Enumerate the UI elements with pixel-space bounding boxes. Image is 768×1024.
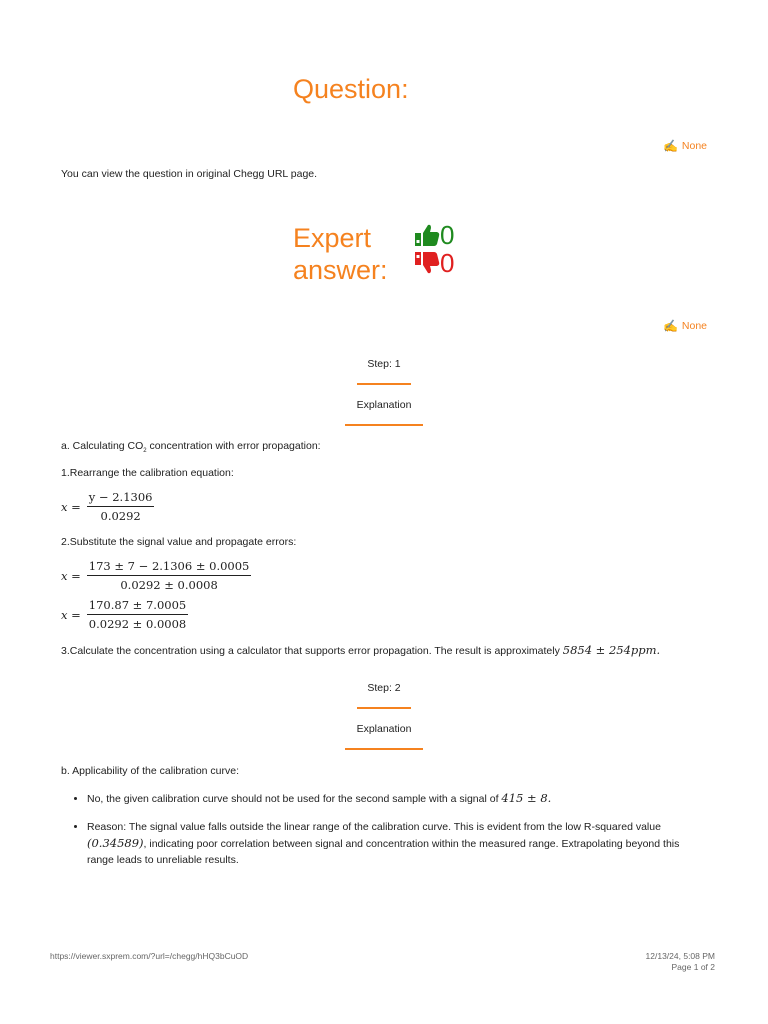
answer-edit-label[interactable]: None [681, 320, 707, 332]
expert-heading-line-1: Expert [293, 223, 372, 253]
equation-2-numerator: 173 ± 7 − 2.1306 ± 0.0005 [87, 559, 252, 576]
equation-3 [61, 598, 188, 631]
step-1-heading-pre: a. Calculating CO [61, 440, 144, 452]
equation-1 [61, 490, 154, 523]
upvote-count: 0 [440, 220, 455, 250]
step-2-divider [357, 707, 411, 709]
expert-answer-heading [293, 222, 388, 286]
equation-1-lhs: x = [61, 499, 81, 514]
step-2-explanation-tab[interactable]: Explanation [356, 723, 412, 735]
question-edit-label[interactable]: None [681, 140, 707, 152]
upvote[interactable] [414, 221, 454, 249]
equation-2-lhs: x = [61, 568, 81, 583]
question-edit-line[interactable] [663, 139, 707, 153]
step-2-heading: b. Applicability of the calibration curve: [61, 765, 240, 777]
step-1-heading-post: concentration with error propagation: [146, 440, 321, 452]
equation-2-denominator: 0.0292 ± 0.0008 [120, 578, 218, 592]
equation-3-denominator: 0.0292 ± 0.0008 [88, 617, 187, 631]
list-item [87, 819, 701, 868]
footer-url: https://viewer.sxprem.com/?url=/chegg/hHQ3bCuOD [50, 951, 249, 961]
question-heading: Question: [293, 74, 409, 104]
equation-3-numerator: 170.87 ± 7.0005 [87, 598, 188, 615]
downvote[interactable] [414, 249, 454, 277]
step-2-label: Step: 2 [367, 682, 401, 694]
step-1-substep-3-text: 3.Calculate the concentration using a calculator that supports error propagation. The result is approximately [61, 645, 563, 657]
step-1-substep-2: 2.Substitute the signal value and propagate errors: [61, 536, 297, 548]
thumbs-up-icon [414, 222, 440, 248]
writing-hand-icon: ✍ [662, 139, 678, 153]
step-1-label: Step: 1 [367, 358, 401, 370]
step-1-heading [61, 440, 321, 454]
downvote-count: 0 [440, 248, 455, 278]
step-1-tab-underline [345, 424, 423, 426]
bullet-1-math: 415 ± 8. [501, 791, 552, 805]
step-1-substep-3 [61, 643, 660, 657]
bullet-2-text-a: Reason: The signal value falls outside the linear range of the calibration curve. This is evident from the low R-squared value [87, 821, 661, 833]
equation-1-numerator: y − 2.1306 [87, 490, 155, 507]
step-1-explanation-tab[interactable]: Explanation [356, 399, 412, 411]
equation-1-denominator: 0.0292 [100, 509, 141, 523]
bullet-1-text: No, the given calibration curve should not be used for the second sample with a signal of [87, 793, 502, 805]
bullet-2-math: (0.34589) [87, 836, 144, 850]
step-1-heading-sub: 2 [143, 448, 147, 455]
footer-datetime: 12/13/24, 5:08 PM [645, 951, 715, 961]
bullet-2-text-b: , indicating poor correlation between signal and concentration within the measured range. Extrapolating beyond this range leads to unreliable results. [87, 838, 680, 866]
step-1-divider [357, 383, 411, 385]
answer-edit-line[interactable] [663, 319, 707, 333]
footer-meta [646, 951, 715, 973]
equation-2 [61, 559, 251, 592]
expert-heading-line-2: answer: [293, 255, 388, 285]
footer-page-number: Page 1 of 2 [671, 962, 715, 972]
step-1-substep-1: 1.Rearrange the calibration equation: [61, 467, 234, 479]
question-note: You can view the question in original Chegg URL page. [61, 168, 318, 180]
step-2-tab-underline [345, 748, 423, 750]
equation-3-lhs: x = [61, 607, 81, 622]
list-item [87, 790, 701, 807]
step-1-result-math: 5854 ± 254ppm. [562, 643, 661, 657]
writing-hand-icon: ✍ [662, 319, 678, 333]
step-2-bullet-list [61, 790, 701, 880]
thumbs-down-icon [414, 250, 440, 276]
